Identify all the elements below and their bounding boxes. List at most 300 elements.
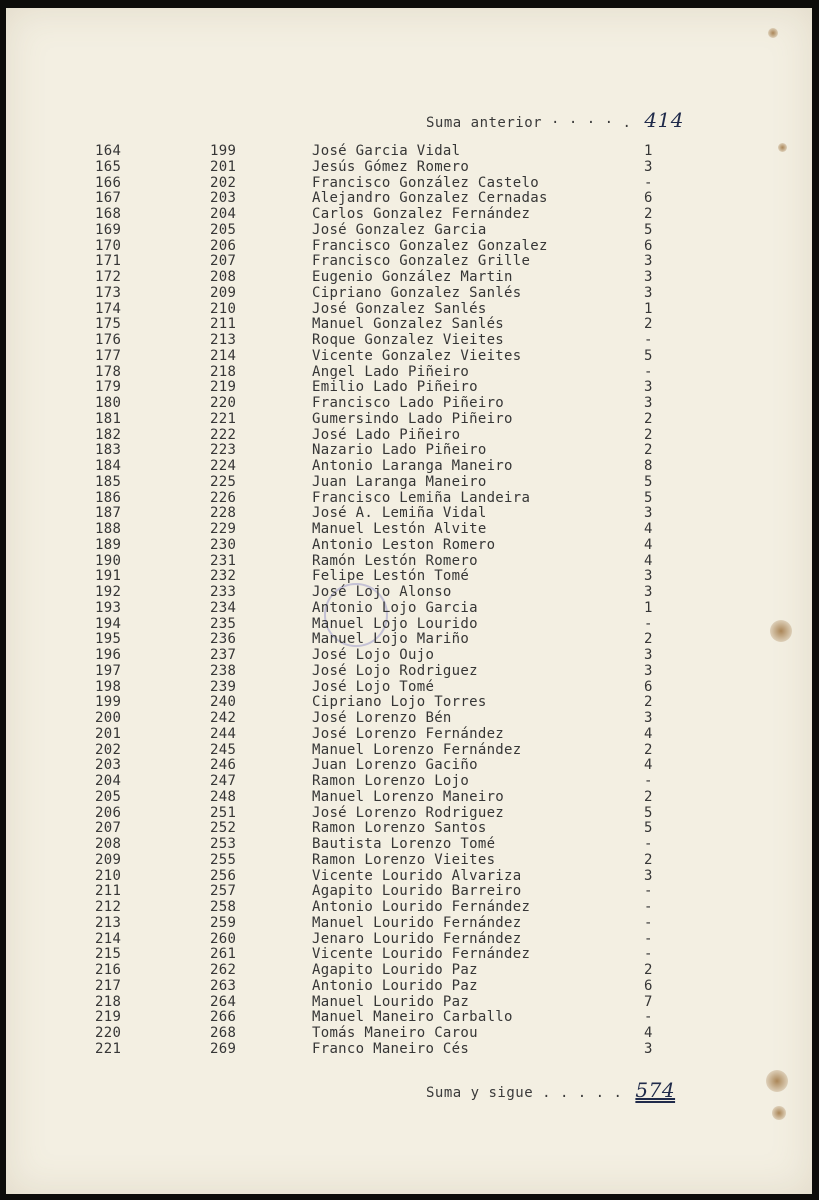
record-number: 211 — [210, 316, 237, 333]
person-name: José Lojo Oujo — [312, 647, 435, 663]
person-name: José Gonzalez Garcia — [312, 221, 487, 238]
row-number: 173 — [95, 284, 122, 301]
roster-list — [6, 144, 812, 1058]
table-row — [6, 774, 812, 790]
record-number: 221 — [210, 410, 237, 427]
row-number: 186 — [95, 489, 122, 506]
person-name: Agapito Lourido Barreiro — [312, 883, 522, 900]
table-row — [6, 900, 812, 916]
table-row — [6, 727, 812, 743]
row-number: 172 — [95, 269, 122, 285]
table-row — [6, 365, 812, 381]
record-number: 251 — [210, 804, 237, 821]
table-row — [6, 869, 812, 885]
record-number: 260 — [210, 930, 237, 947]
table-row — [6, 270, 812, 286]
row-number: 209 — [95, 851, 122, 868]
person-name: Manuel Lorenzo Maneiro — [312, 788, 505, 805]
person-name: José Garcia Vidal — [312, 143, 461, 159]
table-row — [6, 758, 812, 774]
row-number: 193 — [95, 599, 122, 616]
person-name: Franco Maneiro Cés — [312, 1040, 470, 1057]
table-row — [6, 680, 812, 696]
row-number: 207 — [95, 820, 122, 837]
row-number: 214 — [95, 930, 122, 947]
record-number: 264 — [210, 993, 237, 1010]
person-name: Emilio Lado Piñeiro — [312, 379, 478, 396]
row-number: 183 — [95, 442, 122, 459]
table-row — [6, 302, 812, 318]
row-number: 191 — [95, 568, 122, 585]
count-value: - — [644, 883, 653, 900]
record-number: 244 — [210, 725, 237, 742]
table-row — [6, 632, 812, 648]
table-row — [6, 947, 812, 963]
record-number: 237 — [210, 647, 237, 663]
person-name: Jenaro Lourido Fernández — [312, 930, 522, 947]
table-row — [6, 601, 812, 617]
count-value: 2 — [644, 410, 653, 427]
count-value: 2 — [644, 962, 653, 978]
record-number: 231 — [210, 552, 237, 569]
count-value: 3 — [644, 710, 653, 726]
record-number: 224 — [210, 458, 237, 474]
count-value: 3 — [644, 269, 653, 285]
row-number: 178 — [95, 363, 122, 380]
person-name: Antonio Lourido Fernández — [312, 899, 531, 915]
count-value: 5 — [644, 804, 653, 821]
row-number: 179 — [95, 379, 122, 396]
person-name: Roque Gonzalez Vieites — [312, 332, 505, 348]
count-value: - — [644, 773, 653, 789]
count-value: 2 — [644, 788, 653, 805]
row-number: 170 — [95, 237, 122, 254]
row-number: 165 — [95, 158, 122, 175]
count-value: 2 — [644, 631, 653, 648]
row-number: 199 — [95, 694, 122, 711]
count-value: - — [644, 899, 653, 915]
person-name: Manuel Lestón Alvite — [312, 521, 487, 537]
row-number: 210 — [95, 867, 122, 884]
count-value: - — [644, 363, 653, 380]
person-name: Manuel Lourido Paz — [312, 993, 470, 1010]
record-number: 261 — [210, 946, 237, 963]
record-number: 202 — [210, 174, 237, 191]
count-value: 2 — [644, 851, 653, 868]
carry-forward-value: 574 — [635, 1078, 676, 1102]
table-row — [6, 916, 812, 932]
record-number: 226 — [210, 489, 237, 506]
record-number: 259 — [210, 914, 237, 931]
person-name: Cipriano Lojo Torres — [312, 694, 487, 711]
count-value: 4 — [644, 725, 653, 742]
person-name: José Lorenzo Fernández — [312, 725, 505, 742]
person-name: Antonio Laranga Maneiro — [312, 458, 513, 474]
count-value: 4 — [644, 1025, 653, 1041]
count-value: 3 — [644, 662, 653, 679]
table-row — [6, 317, 812, 333]
record-number: 201 — [210, 158, 237, 175]
person-name: Manuel Lojo Mariño — [312, 631, 470, 648]
record-number: 230 — [210, 536, 237, 553]
table-row — [6, 806, 812, 822]
count-value: - — [644, 930, 653, 947]
record-number: 252 — [210, 820, 237, 837]
row-number: 216 — [95, 962, 122, 978]
table-row — [6, 963, 812, 979]
count-value: - — [644, 174, 653, 191]
count-value: 3 — [644, 584, 653, 600]
person-name: Ramon Lorenzo Lojo — [312, 773, 470, 789]
row-number: 164 — [95, 143, 122, 159]
table-row — [6, 790, 812, 806]
table-row — [6, 160, 812, 176]
row-number: 182 — [95, 426, 122, 443]
record-number: 240 — [210, 694, 237, 711]
record-number: 209 — [210, 284, 237, 301]
count-value: 5 — [644, 489, 653, 506]
table-row — [6, 884, 812, 900]
table-row — [6, 837, 812, 853]
record-number: 255 — [210, 851, 237, 868]
person-name: José Lojo Alonso — [312, 584, 452, 600]
row-number: 189 — [95, 536, 122, 553]
stain-mark — [768, 28, 778, 38]
count-value: - — [644, 946, 653, 963]
record-number: 229 — [210, 521, 237, 537]
table-row — [6, 1042, 812, 1058]
table-row — [6, 491, 812, 507]
record-number: 236 — [210, 631, 237, 648]
count-value: 4 — [644, 521, 653, 537]
table-row — [6, 475, 812, 491]
row-number: 200 — [95, 710, 122, 726]
row-number: 188 — [95, 521, 122, 537]
person-name: José Lojo Tomé — [312, 678, 435, 695]
table-row — [6, 1010, 812, 1026]
count-value: 6 — [644, 977, 653, 994]
person-name: Manuel Lojo Lourido — [312, 615, 478, 632]
person-name: Angel Lado Piñeiro — [312, 363, 470, 380]
table-row — [6, 254, 812, 270]
count-value: - — [644, 1009, 653, 1026]
previous-sum-line — [426, 108, 684, 132]
row-number: 204 — [95, 773, 122, 789]
row-number: 177 — [95, 347, 122, 364]
person-name: Alejandro Gonzalez Cernadas — [312, 190, 548, 207]
count-value: 1 — [644, 143, 653, 159]
row-number: 192 — [95, 584, 122, 600]
record-number: 233 — [210, 584, 237, 600]
row-number: 174 — [95, 300, 122, 317]
person-name: Manuel Maneiro Carballo — [312, 1009, 513, 1026]
table-row — [6, 538, 812, 554]
person-name: Francisco Gonzalez Grille — [312, 253, 531, 270]
row-number: 194 — [95, 615, 122, 632]
person-name: Jesús Gómez Romero — [312, 158, 470, 175]
row-number: 206 — [95, 804, 122, 821]
record-number: 268 — [210, 1025, 237, 1041]
record-number: 256 — [210, 867, 237, 884]
count-value: 2 — [644, 206, 653, 222]
person-name: Cipriano Gonzalez Sanlés — [312, 284, 522, 301]
count-value: 1 — [644, 300, 653, 317]
record-number: 269 — [210, 1040, 237, 1057]
person-name: José Gonzalez Sanlés — [312, 300, 487, 317]
person-name: Vicente Gonzalez Vieites — [312, 347, 522, 364]
person-name: Vicente Lourido Fernández — [312, 946, 531, 963]
person-name: Francisco Lemiña Landeira — [312, 489, 531, 506]
table-row — [6, 932, 812, 948]
person-name: Antonio Lourido Paz — [312, 977, 478, 994]
row-number: 213 — [95, 914, 122, 931]
person-name: Ramon Lorenzo Vieites — [312, 851, 496, 868]
record-number: 214 — [210, 347, 237, 364]
record-number: 220 — [210, 395, 237, 411]
count-value: 4 — [644, 536, 653, 553]
table-row — [6, 380, 812, 396]
carry-forward-dots: . . . . . — [542, 1085, 623, 1101]
count-value: - — [644, 836, 653, 852]
table-row — [6, 995, 812, 1011]
record-number: 225 — [210, 473, 237, 490]
row-number: 185 — [95, 473, 122, 490]
table-row — [6, 522, 812, 538]
stain-mark — [778, 143, 787, 152]
stain-mark — [772, 1106, 786, 1120]
row-number: 196 — [95, 647, 122, 663]
table-row — [6, 979, 812, 995]
record-number: 223 — [210, 442, 237, 459]
row-number: 180 — [95, 395, 122, 411]
table-row — [6, 711, 812, 727]
count-value: 2 — [644, 426, 653, 443]
table-row — [6, 569, 812, 585]
table-row — [6, 506, 812, 522]
row-number: 201 — [95, 725, 122, 742]
count-value: 3 — [644, 253, 653, 270]
row-number: 187 — [95, 505, 122, 522]
table-row — [6, 459, 812, 475]
record-number: 246 — [210, 757, 237, 774]
record-number: 257 — [210, 883, 237, 900]
record-number: 262 — [210, 962, 237, 978]
record-number: 228 — [210, 505, 237, 522]
person-name: Francisco González Castelo — [312, 174, 539, 191]
count-value: 3 — [644, 379, 653, 396]
record-number: 205 — [210, 221, 237, 238]
person-name: Felipe Lestón Tomé — [312, 568, 470, 585]
table-row — [6, 428, 812, 444]
person-name: José Lado Piñeiro — [312, 426, 461, 443]
person-name: Bautista Lorenzo Tomé — [312, 836, 496, 852]
table-row — [6, 207, 812, 223]
record-number: 218 — [210, 363, 237, 380]
previous-sum-label: Suma anterior — [426, 115, 543, 131]
row-number: 215 — [95, 946, 122, 963]
table-row — [6, 286, 812, 302]
count-value: - — [644, 914, 653, 931]
table-row — [6, 743, 812, 759]
count-value: 5 — [644, 473, 653, 490]
count-value: 3 — [644, 568, 653, 585]
count-value: 3 — [644, 867, 653, 884]
record-number: 232 — [210, 568, 237, 585]
table-row — [6, 191, 812, 207]
row-number: 166 — [95, 174, 122, 191]
person-name: Carlos Gonzalez Fernández — [312, 206, 531, 222]
row-number: 221 — [95, 1040, 122, 1057]
count-value: 3 — [644, 647, 653, 663]
row-number: 181 — [95, 410, 122, 427]
table-row — [6, 1026, 812, 1042]
count-value: 4 — [644, 757, 653, 774]
count-value: 5 — [644, 221, 653, 238]
record-number: 208 — [210, 269, 237, 285]
person-name: Eugenio González Martin — [312, 269, 513, 285]
record-number: 203 — [210, 190, 237, 207]
previous-sum-value: 414 — [644, 108, 684, 132]
record-number: 234 — [210, 599, 237, 616]
count-value: 5 — [644, 347, 653, 364]
record-number: 219 — [210, 379, 237, 396]
table-row — [6, 664, 812, 680]
row-number: 208 — [95, 836, 122, 852]
person-name: Vicente Lourido Alvariza — [312, 867, 522, 884]
stain-mark — [766, 1070, 788, 1092]
table-row — [6, 853, 812, 869]
table-row — [6, 239, 812, 255]
record-number: 245 — [210, 741, 237, 758]
table-row — [6, 176, 812, 192]
person-name: Antonio Lojo Garcia — [312, 599, 478, 616]
person-name: Juan Lorenzo Gaciño — [312, 757, 478, 774]
row-number: 203 — [95, 757, 122, 774]
record-number: 207 — [210, 253, 237, 270]
count-value: 6 — [644, 678, 653, 695]
record-number: 204 — [210, 206, 237, 222]
count-value: 1 — [644, 599, 653, 616]
row-number: 198 — [95, 678, 122, 695]
count-value: 6 — [644, 190, 653, 207]
record-number: 222 — [210, 426, 237, 443]
table-row — [6, 223, 812, 239]
record-number: 258 — [210, 899, 237, 915]
record-number: 210 — [210, 300, 237, 317]
person-name: Francisco Lado Piñeiro — [312, 395, 505, 411]
count-value: 3 — [644, 158, 653, 175]
row-number: 169 — [95, 221, 122, 238]
table-row — [6, 349, 812, 365]
count-value: 2 — [644, 316, 653, 333]
person-name: Gumersindo Lado Piñeiro — [312, 410, 513, 427]
person-name: Agapito Lourido Paz — [312, 962, 478, 978]
count-value: 3 — [644, 1040, 653, 1057]
person-name: Tomás Maneiro Carou — [312, 1025, 478, 1041]
carry-forward-line — [426, 1078, 675, 1102]
person-name: José Lorenzo Rodriguez — [312, 804, 505, 821]
person-name: Ramón Lestón Romero — [312, 552, 478, 569]
person-name: Manuel Lourido Fernández — [312, 914, 522, 931]
person-name: José Lorenzo Bén — [312, 710, 452, 726]
person-name: José Lojo Rodriguez — [312, 662, 478, 679]
row-number: 219 — [95, 1009, 122, 1026]
person-name: Manuel Gonzalez Sanlés — [312, 316, 505, 333]
row-number: 176 — [95, 332, 122, 348]
row-number: 167 — [95, 190, 122, 207]
table-row — [6, 617, 812, 633]
person-name: José A. Lemiña Vidal — [312, 505, 487, 522]
row-number: 217 — [95, 977, 122, 994]
row-number: 197 — [95, 662, 122, 679]
record-number: 206 — [210, 237, 237, 254]
count-value: 3 — [644, 395, 653, 411]
record-number: 239 — [210, 678, 237, 695]
person-name: Nazario Lado Piñeiro — [312, 442, 487, 459]
record-number: 235 — [210, 615, 237, 632]
person-name: Francisco Gonzalez Gonzalez — [312, 237, 548, 254]
row-number: 211 — [95, 883, 122, 900]
row-number: 220 — [95, 1025, 122, 1041]
table-row — [6, 333, 812, 349]
row-number: 202 — [95, 741, 122, 758]
row-number: 195 — [95, 631, 122, 648]
person-name: Manuel Lorenzo Fernández — [312, 741, 522, 758]
row-number: 171 — [95, 253, 122, 270]
record-number: 199 — [210, 143, 237, 159]
record-number: 247 — [210, 773, 237, 789]
table-row — [6, 648, 812, 664]
table-row — [6, 695, 812, 711]
row-number: 175 — [95, 316, 122, 333]
table-row — [6, 144, 812, 160]
count-value: - — [644, 615, 653, 632]
count-value: 8 — [644, 458, 653, 474]
count-value: 4 — [644, 552, 653, 569]
row-number: 168 — [95, 206, 122, 222]
person-name: Juan Laranga Maneiro — [312, 473, 487, 490]
table-row — [6, 443, 812, 459]
person-name: Antonio Leston Romero — [312, 536, 496, 553]
record-number: 253 — [210, 836, 237, 852]
record-number: 263 — [210, 977, 237, 994]
count-value: 7 — [644, 993, 653, 1010]
row-number: 218 — [95, 993, 122, 1010]
record-number: 213 — [210, 332, 237, 348]
count-value: 5 — [644, 820, 653, 837]
record-number: 238 — [210, 662, 237, 679]
count-value: 3 — [644, 505, 653, 522]
stain-mark — [770, 620, 792, 642]
row-number: 205 — [95, 788, 122, 805]
table-row — [6, 412, 812, 428]
count-value: 6 — [644, 237, 653, 254]
row-number: 184 — [95, 458, 122, 474]
carry-forward-label: Suma y sigue — [426, 1085, 534, 1101]
table-row — [6, 554, 812, 570]
table-row — [6, 396, 812, 412]
record-number: 266 — [210, 1009, 237, 1026]
table-row — [6, 585, 812, 601]
row-number: 212 — [95, 899, 122, 915]
record-number: 248 — [210, 788, 237, 805]
previous-sum-dots: · · · · . — [551, 115, 632, 131]
table-row — [6, 821, 812, 837]
person-name: Ramon Lorenzo Santos — [312, 820, 487, 837]
count-value: - — [644, 332, 653, 348]
record-number: 242 — [210, 710, 237, 726]
count-value: 2 — [644, 694, 653, 711]
